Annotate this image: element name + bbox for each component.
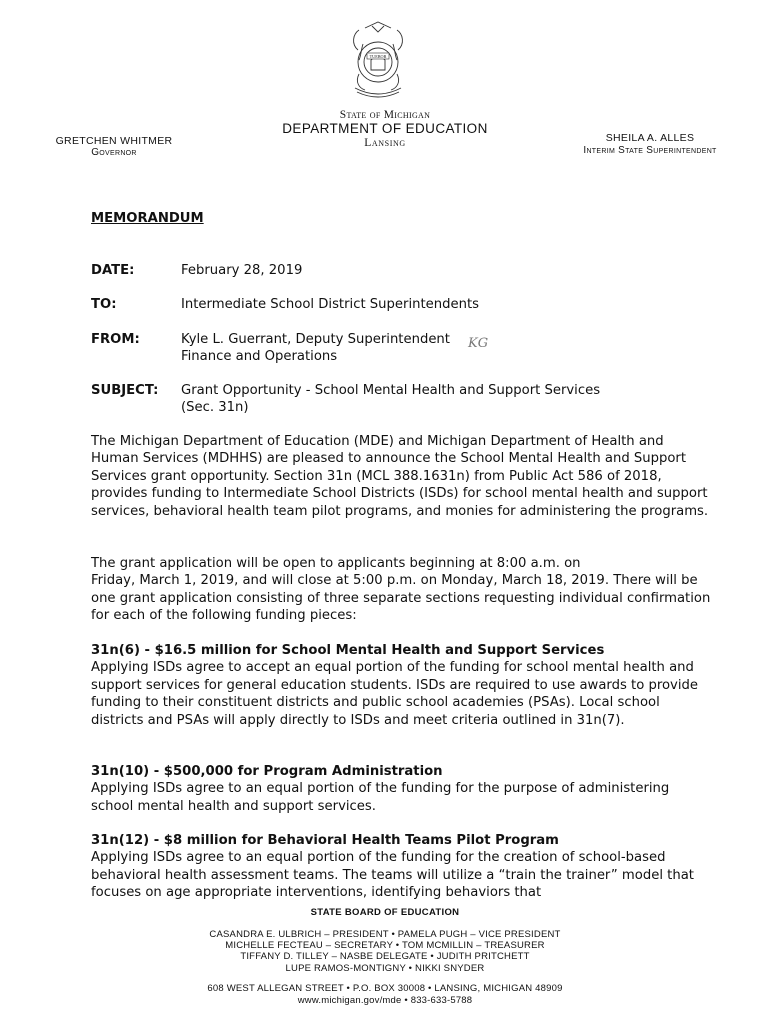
department-name: DEPARTMENT OF EDUCATION [282,121,488,136]
state-name: State of Michigan [339,109,431,121]
funding-section-1 [91,642,711,729]
funding-section-1-title: 31n(6) - $16.5 million for School Mental Health and Support Services [91,643,605,658]
superintendent-name: SHEILA A. ALLES [605,132,695,144]
intro-paragraph: The Michigan Department of Education (MDE) and Michigan Department of Health and Human Services (MDHHS) are pleased to announce the School Mental Health and Support Services grant opportunity. Section 31n (MCL 388.1631n) from Public Act 586 of 2018, provides funding to Intermediate School Districts (ISDs) for school mental health and support services, behavioral health team pilot programs, and monies for administering the programs. [91,434,709,519]
subject-value-line2: (Sec. 31n) [181,400,249,415]
board-members [150,929,620,974]
to-label: TO: [91,297,117,312]
funding-section-3-text: Applying ISDs agree to an equal portion of the funding for the creation of school-based behavioral health assessment teams. The teams will utilize a “train the trainer” model that focuses on age appropriate interventions, identifying behaviors that [91,850,694,901]
funding-section-1-text: Applying ISDs agree to accept an equal portion of the funding for school mental health and support services for general education students. ISDs are required to use awards to provide funding to their constituent districts and public school academies (PSAs). Local school districts and PSAs will apply directly to ISDs and meet criteria outlined in 31n(7). [91,660,698,728]
funding-section-3-title: 31n(12) - $8 million for Behavioral Health Teams Pilot Program [91,833,559,848]
address-line-2: www.michigan.gov/mde • 833-633-5788 [297,994,473,1006]
board-line-2: MICHELLE FECTEAU – SECRETARY • TOM MCMILLIN – TREASURER [225,940,545,952]
schedule-paragraph-line1: The grant application will be open to applicants beginning at 8:00 a.m. on [91,556,581,571]
seal-banner-text: TUEBOR [369,53,387,59]
from-label: FROM: [91,332,140,347]
board-line-1: CASANDRA E. ULBRICH – PRESIDENT • PAMELA PUGH – VICE PRESIDENT [209,929,561,940]
board-line-3: TIFFANY D. TILLEY – NASBE DELEGATE • JUDITH PRITCHETT [240,951,530,963]
memo-title: MEMORANDUM [91,211,204,226]
handwritten-initials-signature [466,333,494,351]
schedule-paragraph [91,555,711,625]
address-block [150,983,620,1006]
date-label: DATE: [91,263,135,278]
funding-section-3 [91,832,711,902]
date-value: February 28, 2019 [181,263,303,278]
board-title: STATE BOARD OF EDUCATION [310,907,460,918]
subject-value-line1: Grant Opportunity - School Mental Health and Support Services [181,383,601,398]
from-value-line2: Finance and Operations [181,349,338,364]
funding-section-2-text: Applying ISDs agree to an equal portion of the funding for the purpose of administering school mental health and support services. [91,781,670,814]
to-value: Intermediate School District Superintendents [181,297,479,312]
funding-section-2 [91,763,711,815]
city-name: Lansing [364,137,406,149]
address-line-1: 608 WEST ALLEGAN STREET • P.O. BOX 30008 • LANSING, MICHIGAN 48909 [207,983,563,994]
superintendent-title: Interim State Superintendent [583,145,717,156]
governor-title: Governor [91,147,137,158]
michigan-seal-icon [345,20,411,100]
governor-name: GRETCHEN WHITMER [55,135,173,147]
from-value-line1: Kyle L. Guerrant, Deputy Superintendent [181,332,450,347]
funding-section-2-title: 31n(10) - $500,000 for Program Administration [91,764,443,779]
subject-label: SUBJECT: [91,383,159,398]
schedule-paragraph-rest: Friday, March 1, 2019, and will close at 5:00 p.m. on Monday, March 18, 2019. There will be one grant application consisting of three separate sections requesting individual confirmation for each of the following funding pieces: [91,573,711,624]
svg-text:KG: KG [468,336,489,351]
board-line-4: LUPE RAMOS-MONTIGNY • NIKKI SNYDER [285,962,485,974]
